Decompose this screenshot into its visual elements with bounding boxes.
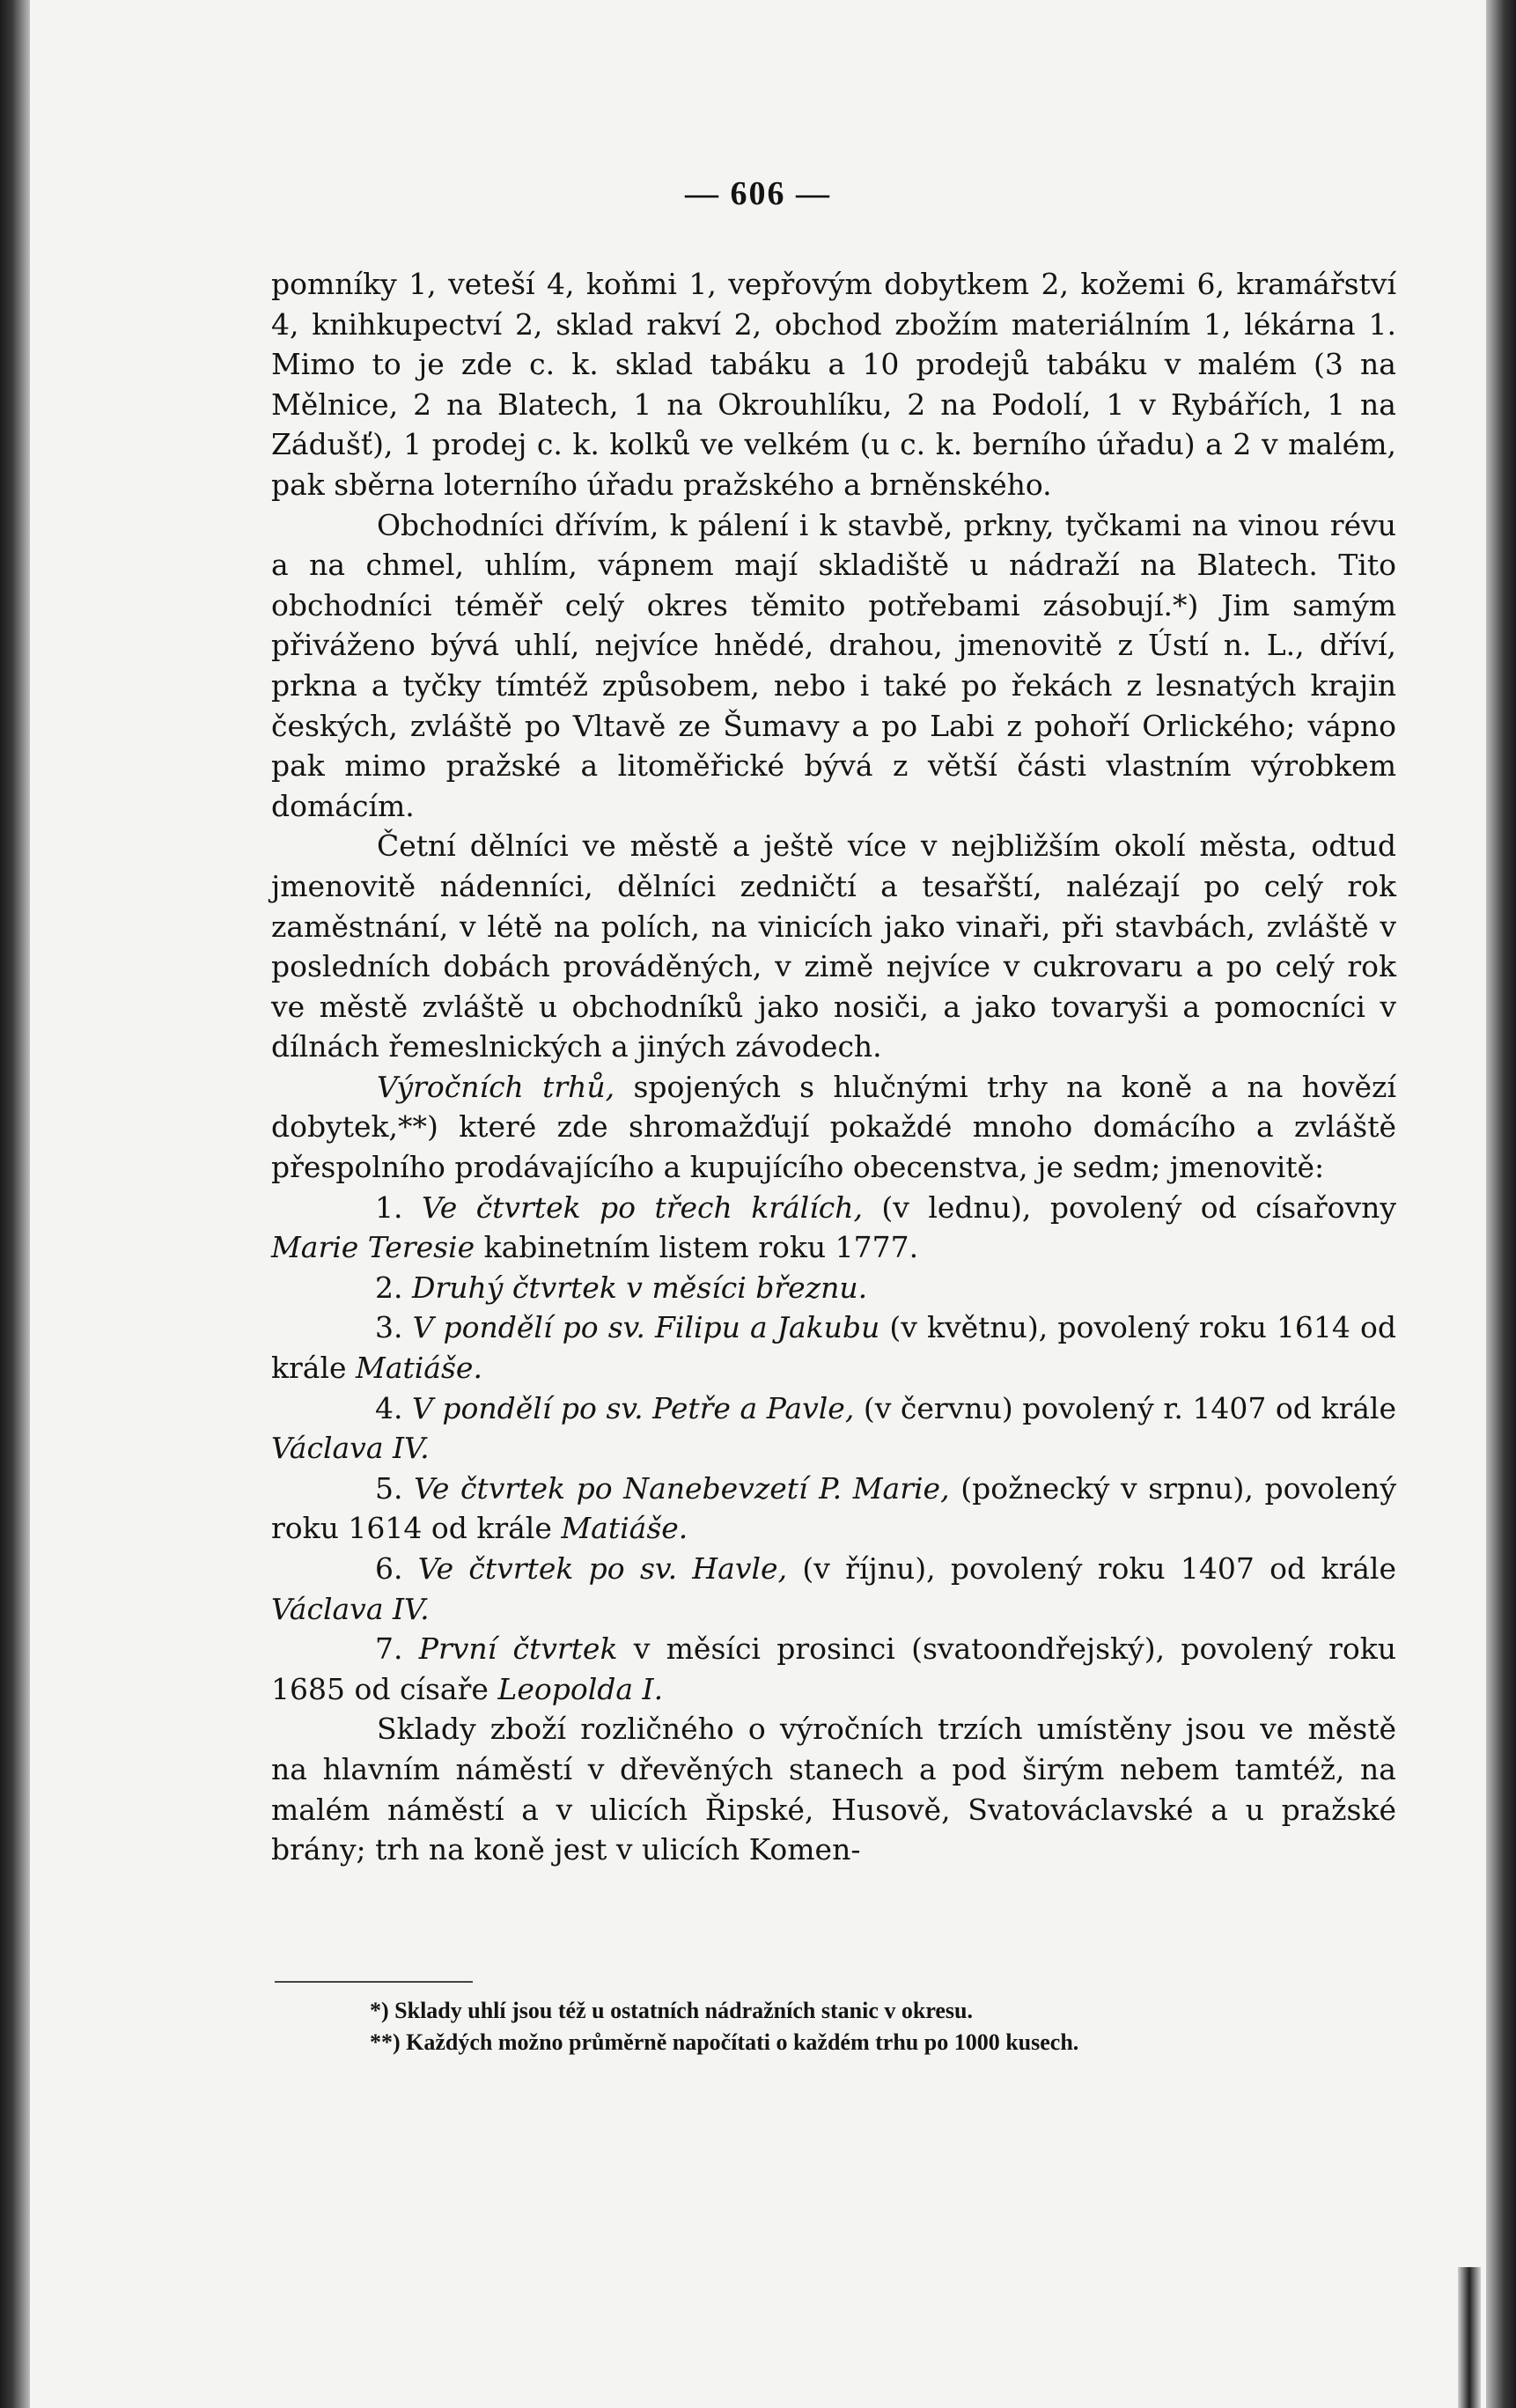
fair-number: 1. — [375, 1189, 403, 1225]
fair-name: Ve čtvrtek po třech králích, — [421, 1189, 863, 1225]
book-spine-shadow — [1458, 2267, 1481, 2408]
fair-details: (v říjnu), povolený roku 1407 od krále — [787, 1551, 1396, 1586]
footnotes — [370, 1995, 1409, 2058]
fair-name: První čtvrtek — [418, 1631, 618, 1667]
fair-item — [271, 1469, 1396, 1549]
fair-item — [271, 1629, 1396, 1709]
fair-granter: Leopolda I. — [497, 1671, 664, 1706]
fair-number: 6. — [375, 1551, 403, 1586]
fair-name: Ve čtvrtek po Nanebevzetí P. Marie, — [414, 1470, 950, 1506]
fair-name: Druhý čtvrtek v měsíci březnu. — [412, 1270, 868, 1305]
fair-number: 4. — [375, 1390, 403, 1425]
paragraph-fairs-intro — [271, 1067, 1396, 1188]
fairs-title: Výročních trhů, — [377, 1069, 615, 1104]
footnote-divider — [275, 1981, 473, 1983]
paragraph-workers: Četní dělníci ve městě a ještě více v nejbližším okolí města, odtud jmenovitě nádenníci, dělníci zedničtí a tesařští, nalézají po celý rok zaměstnání, v létě na polích, na vinicích jako vinaři, při stavbách, zvláště v posledních dobách prováděných, v zimě nejvíce v cukrovaru a po celý rok ve městě zvláště u obchodníků jako nosiči, a jako tovaryši a pomocníci v dílnách řemeslnických a jiných závodech. — [271, 828, 1396, 1064]
fair-details: (požnecký v srpnu), povolený roku 1614 od krále — [271, 1470, 1396, 1546]
paragraph-wood-merchants: Obchodníci dřívím, k pálení i k stavbě, prkny, tyčkami na vinou révu a na chmel, uhlím, vápnem mají skladiště u nádraží na Blatech. Tito obchodníci téměř celý okres těmito potřebami zásobují.*) Jim samým přiváženo bývá uhlí, nejvíce hnědé, drahou, jmenovitě z Ústí n. L., dříví, prkna a tyčky tímtéž způsobem, nebo i také po řekách z lesnatých krajin českých, zvláště po Vltavě ze Šumavy a po Labi z pohoří Orlického; vápno pak mimo pražské a litoměřické bývá z větší části vlastním výrobkem domácím. — [271, 507, 1396, 823]
fair-number: 2. — [375, 1270, 403, 1305]
paragraph-closing: Sklady zboží rozličného o výročních trzích umístěny jsou ve městě na hlavním náměstí v dřevěných stanech a pod širým nebem tamtéž, na malém náměstí a v ulicích Řipské, Husově, Svatováclavské a u pražské brány; trh na koně jest v ulicích Komen- — [271, 1712, 1396, 1867]
fair-details: (v květnu), povolený roku 1614 od krále — [271, 1310, 1396, 1386]
fair-details: (v červnu) povolený r. 1407 od krále — [854, 1390, 1396, 1425]
fair-item — [271, 1307, 1396, 1388]
fair-granter: Václava IV. — [271, 1431, 430, 1466]
fair-name: V pondělí po sv. Filipu a Jakubu — [412, 1310, 880, 1345]
footnote-cattle: **) Každých možno průměrně napočítati o každém trhu po 1000 kusech. — [370, 2029, 1079, 2055]
fairs-intro-text: spojených s hlučnými trhy na koně a na hovězí dobytek,**) které zde shromažďují pokaždé mnoho domácího a zvláště přespolního prodávajícího a kupujícího obecenstva, je sedm; jmenovitě: — [271, 1069, 1397, 1185]
fair-granter: Václava IV. — [271, 1591, 430, 1626]
scan-edge-left — [0, 0, 30, 2408]
body-text — [271, 264, 1396, 1870]
fair-item — [271, 1188, 1396, 1268]
fair-details: (v lednu), povolený od císařovny — [862, 1189, 1396, 1225]
scan-edge-right — [1486, 0, 1516, 2408]
fair-number: 7. — [375, 1631, 403, 1667]
page-number: — 606 — — [685, 175, 831, 212]
fair-granter: Marie Teresie — [271, 1230, 475, 1265]
fair-number: 3. — [375, 1310, 403, 1345]
fair-item — [271, 1268, 1396, 1308]
fair-item — [271, 1388, 1396, 1469]
fair-name: V pondělí po sv. Petře a Pavle, — [412, 1390, 855, 1425]
fair-name: Ve čtvrtek po sv. Havle, — [417, 1551, 788, 1586]
fair-granter: Matiáše. — [561, 1511, 688, 1546]
paragraph-trades: pomníky 1, veteší 4, koňmi 1, vepřovým dobytkem 2, kožemi 6, kramářství 4, knihkupectví 2, sklad rakví 2, obchod zbožím materiálním 1, lékárna 1. Mimo to je zde c. k. sklad tabáku a 10 prodejů tabáku v malém (3 na Mělnice, 2 na Blatech, 1 na Okrouhlíku, 2 na Podolí, 1 v Rybářích, 1 na Zádušť), 1 prodej c. k. kolků ve velkém (u c. k. berního úřadu) a 2 v malém, pak sběrna loterního úřadu pražského a brněnského. — [271, 267, 1396, 502]
fair-details: v měsíci prosinci (svatoondřejský), povolený roku 1685 od císaře — [271, 1631, 1396, 1706]
footnote-coal: *) Sklady uhlí jsou též u ostatních nádražních stanic v okresu. — [370, 1998, 974, 2023]
fair-number: 5. — [375, 1470, 403, 1506]
fair-item — [271, 1549, 1396, 1629]
fair-details-end: kabinetním listem roku 1777. — [475, 1230, 919, 1265]
fair-granter: Matiáše. — [356, 1351, 482, 1386]
